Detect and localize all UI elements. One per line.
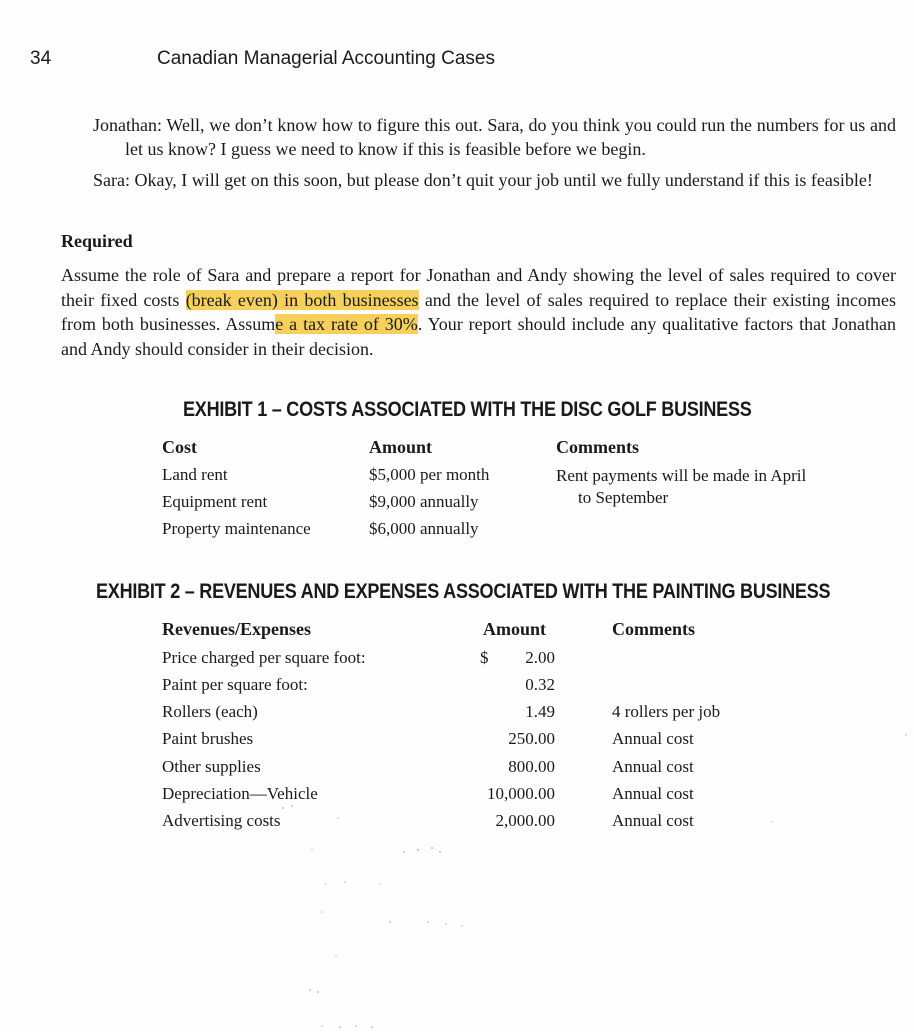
exhibit2-amount: 2,000.00 [495,811,555,830]
exhibit2-title: EXHIBIT 2 – REVENUES AND EXPENSES ASSOCIATED WITH THE PAINTING BUSINESS [96,580,831,603]
exhibit2-amount: 10,000.00 [487,784,555,803]
exhibit2-item: Paint brushes [162,729,254,748]
exhibit2-item: Advertising costs [162,811,281,830]
page-number: 34 [30,48,52,69]
highlight-edge: e [275,314,284,334]
exhibit1-header-comments: Comments [556,437,639,457]
required-text-part3: . Your report should include any qualitative factors that Jonathan and Andy should consider in their decision. [61,314,896,359]
exhibit1-title: EXHIBIT 1 – COSTS ASSOCIATED WITH THE DISC GOLF BUSINESS [183,398,752,421]
currency-symbol: $ [480,648,489,667]
required-text-part1: Assume the role of Sara and prepare a report for Jonathan and Andy showing the level of sales required to cover their fixed costs [61,265,896,310]
exhibit2-item: Paint per square foot: [162,675,308,694]
exhibit2-comment: 4 rollers per job [612,702,721,721]
exhibit1-cost: Equipment rent [162,492,268,511]
exhibit1-comment: Rent payments will be made in April to September [556,466,807,507]
required-paragraph [61,263,896,361]
exhibit2-item: Other supplies [162,757,261,776]
dialogue-jonathan: Jonathan: Well, we don’t know how to figure this out. Sara, do you think you could run the numbers for us and let us know? I guess we need to know if this is feasible before we begin. [93,115,896,159]
required-heading: Required [61,231,133,251]
exhibit2-header-comments: Comments [612,619,695,639]
highlight-break-even: (break even) in both businesses [185,289,419,310]
exhibit1-amount: $5,000 per month [369,465,490,484]
dialogue-sara: Sara: Okay, I will get on this soon, but please don’t quit your job until we fully understand if this is feasible! [93,170,873,190]
exhibit1-header-amount: Amount [369,437,433,457]
exhibit1-amount: $6,000 annually [369,519,479,538]
exhibit2-amount: 2.00 [525,648,555,667]
exhibit1-amount: $9,000 annually [369,492,479,511]
exhibit2-item: Rollers (each) [162,702,258,721]
exhibit2-item: Price charged per square foot: [162,648,366,667]
exhibit2-item: Depreciation—Vehicle [162,784,318,803]
exhibit2-comment: Annual cost [612,811,694,830]
exhibit2-amount: 800.00 [508,757,555,776]
exhibit2-amount: 0.32 [525,675,555,694]
highlight-tax-rate: a tax rate of 30% [283,314,418,334]
required-text-part2: and the level of sales required to replace their existing incomes from both businesses. Assum [61,289,896,334]
exhibit1-header-cost: Cost [162,437,197,457]
exhibit2-comment: Annual cost [612,757,694,776]
exhibit2-header-amount: Amount [483,619,547,639]
exhibit2-amount: 250.00 [508,729,555,748]
exhibit1-cost: Property maintenance [162,519,311,538]
exhibit2-amount: 1.49 [525,702,555,721]
exhibit2-header-item: Revenues/Expenses [162,619,312,639]
exhibit1-cost: Land rent [162,465,228,484]
running-head: Canadian Managerial Accounting Cases [157,48,495,69]
exhibit2-comment: Annual cost [612,784,694,803]
exhibit2-comment: Annual cost [612,729,694,748]
